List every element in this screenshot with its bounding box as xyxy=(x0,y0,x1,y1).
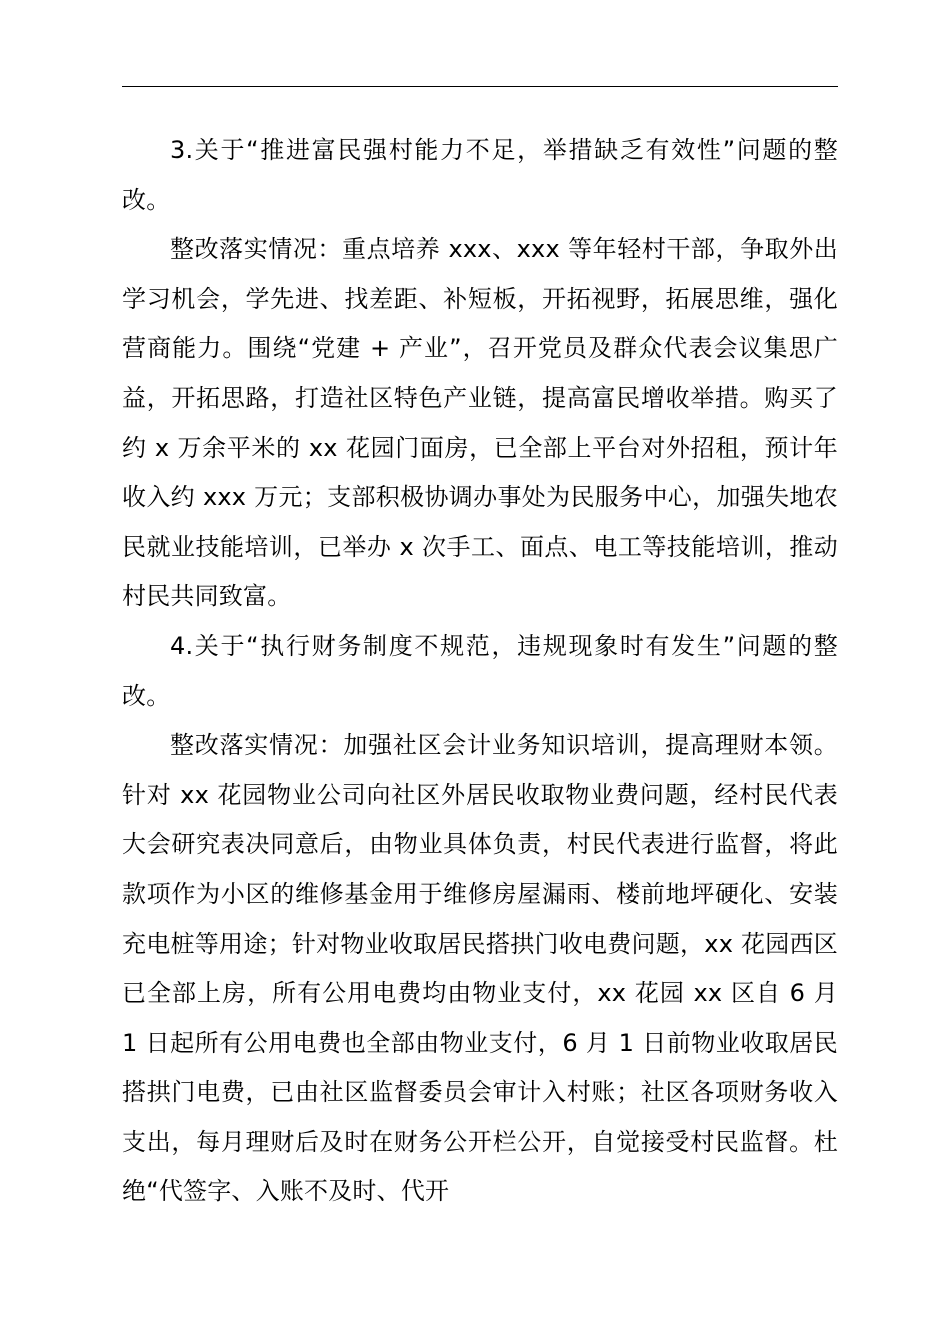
document-body xyxy=(122,126,838,1217)
header-rule xyxy=(122,86,838,87)
section-4-heading: 4.关于“执行财务制度不规范，违规现象时有发生”问题的整改。 xyxy=(122,631,838,710)
section-3-heading: 3.关于“推进富民强村能力不足，举措缺乏有效性”问题的整改。 xyxy=(122,136,838,214)
section-4-rectification: 整改落实情况：加强社区会计业务知识培训，提高理财本领。针对 xx 花园物业公司向社区外居民收取物业费问题，经村民代表大会研究表决同意后，由物业具体负责，村民代表进行监督，将此款项作为小区的维修基金用于维修房屋漏雨、楼前地坪硬化、安装充电桩等用途；针对物业收取居民搭拱门收电费问题，xx 花园西区已全部上房，所有公用电费均由物业支付，xx 花园 xx 区自 6 月 1 日起所有公用电费也全部由物业支付，6 月 1 日前物业收取居民搭拱门电费，已由社区监督委员会审计入村账；社区各项财务收入支出，每月理财后及时在财务公开栏公开，自觉接受村民监督。杜绝“代签字、入账不及时、代开 xyxy=(122,731,838,1206)
section-3-rectification: 整改落实情况：重点培养 xxx、xxx 等年轻村干部，争取外出学习机会，学先进、找差距、补短板，开拓视野，拓展思维，强化营商能力。围绕“党建 + 产业”，召开党员及群众代表会议集思广益，开拓思路，打造社区特色产业链，提高富民增收举措。购买了约 x 万余平米的 xx 花园门面房，已全部上平台对外招租，预计年收入约 xxx 万元；支部积极协调办事处为民服务中心，加强失地农民就业技能培训，已举办 x 次手工、面点、电工等技能培训，推动村民共同致富。 xyxy=(122,235,838,611)
